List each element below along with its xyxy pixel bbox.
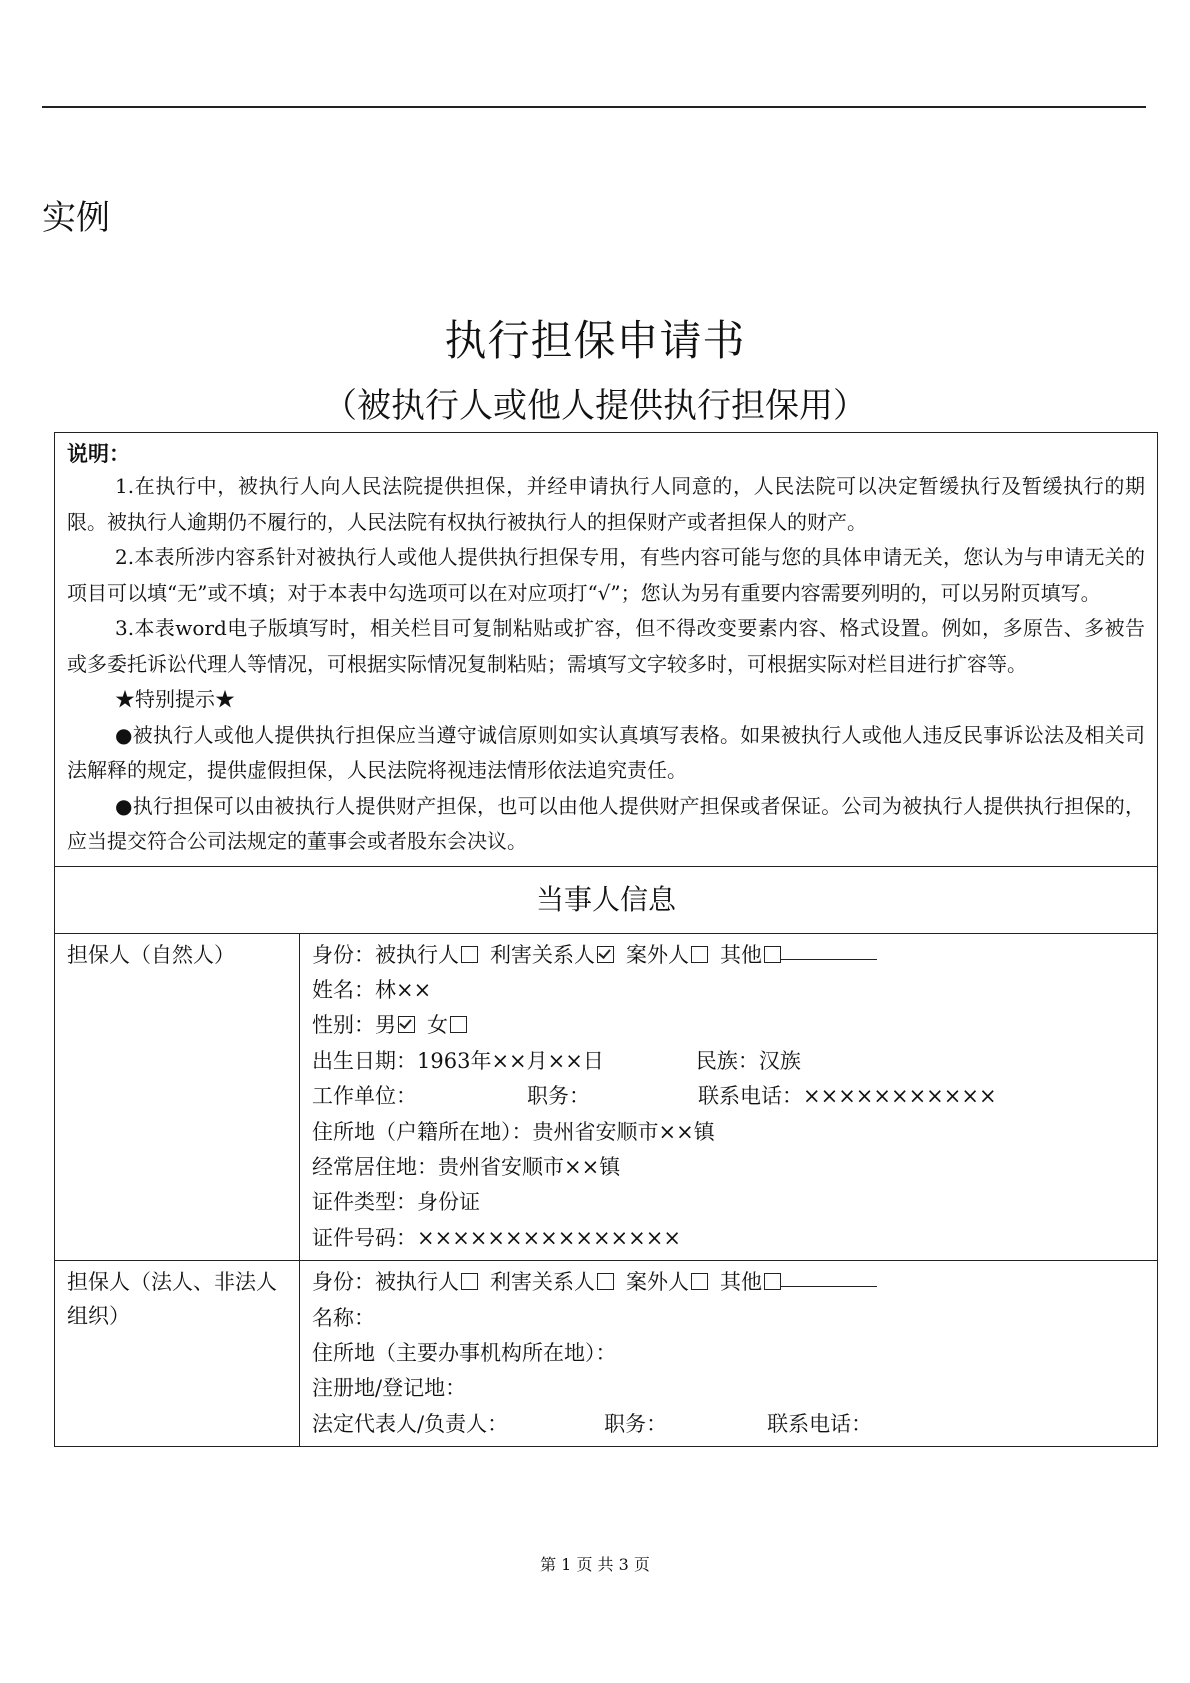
identity-option-label: 被执行人 bbox=[375, 1270, 459, 1295]
identity-option-label: 其他 bbox=[720, 1270, 762, 1295]
id-number-value[interactable]: ××××××××××××××× bbox=[417, 1225, 681, 1250]
residence-line bbox=[312, 1115, 1145, 1150]
habitual-residence-value[interactable]: 贵州省安顺市××镇 bbox=[438, 1154, 621, 1179]
gender-option-label: 女 bbox=[427, 1013, 448, 1038]
gender-option-label: 男 bbox=[375, 1013, 396, 1038]
name-value[interactable]: 林×× bbox=[375, 977, 432, 1002]
representative-label: 法定代表人/负责人： bbox=[312, 1411, 509, 1436]
top-rule bbox=[42, 106, 1146, 108]
identity-checkbox[interactable] bbox=[691, 1273, 708, 1290]
entity-address-label: 住所地（主要办事机构所在地）： bbox=[312, 1340, 617, 1365]
page-footer: 第 1 页 共 3 页 bbox=[540, 1555, 650, 1574]
identity-checkbox[interactable] bbox=[764, 946, 781, 963]
legal-entity-row bbox=[55, 1260, 1157, 1446]
birth-label: 出生日期： bbox=[312, 1048, 417, 1073]
residence-value[interactable]: 贵州省安顺市××镇 bbox=[532, 1119, 715, 1144]
note-item-1: 1.在执行中，被执行人向人民法院提供担保，并经申请执行人同意的，人民法院可以决定暂缓执行及暂缓执行的期限。被执行人逾期仍不履行的，人民法院有权执行被执行人的担保财产或者担保人的财产。 bbox=[67, 474, 1145, 534]
application-form-table bbox=[54, 432, 1158, 1447]
other-blank-line[interactable] bbox=[781, 1285, 877, 1287]
habitual-residence-line bbox=[312, 1150, 1145, 1185]
other-blank-line[interactable] bbox=[781, 958, 877, 960]
note-item-4: ●被执行人或他人提供执行担保应当遵守诚信原则如实认真填写表格。如果被执行人或他人违反民事诉讼法及相关司法解释的规定，提供虚假担保，人民法院将视违法情形依法追究责任。 bbox=[67, 722, 1145, 782]
natural-person-fields bbox=[300, 934, 1157, 1261]
entity-position-label: 职务： bbox=[604, 1411, 668, 1436]
gender-checkbox[interactable] bbox=[450, 1016, 467, 1033]
name-line bbox=[312, 973, 1145, 1008]
name-label: 姓名： bbox=[312, 977, 375, 1002]
note-item-3: 3.本表word电子版填写时，相关栏目可复制粘贴或扩容，但不得改变要素内容、格式设置。例如，多原告、多被告或多委托诉讼代理人等情况，可根据实际情况复制粘贴；需填写文字较多时，可根据实际对栏目进行扩容等。 bbox=[67, 616, 1145, 676]
entity-name-line bbox=[312, 1301, 1145, 1336]
id-number-label: 证件号码： bbox=[312, 1225, 417, 1250]
identity-checkbox[interactable] bbox=[764, 1273, 781, 1290]
id-type-label: 证件类型： bbox=[312, 1190, 417, 1215]
ethnicity-value[interactable]: 汉族 bbox=[758, 1048, 801, 1073]
id-type-value[interactable]: 身份证 bbox=[417, 1190, 480, 1215]
birth-line bbox=[312, 1044, 1145, 1079]
identity-checkbox[interactable] bbox=[597, 1273, 614, 1290]
birth-value[interactable]: 1963年××月××日 bbox=[417, 1048, 604, 1073]
entity-address-line bbox=[312, 1336, 1145, 1371]
note-item-2: 2.本表所涉内容系针对被执行人或他人提供执行担保专用，有些内容可能与您的具体申请无关，您认为与申请无关的项目可以填“无”或不填；对于本表中勾选项可以在对应项打“√”；您认为另有重要内容需要列明的，可以另附页填写。 bbox=[67, 545, 1145, 605]
gender-label: 性别： bbox=[312, 1013, 375, 1038]
identity-option-label: 利害关系人 bbox=[490, 1270, 595, 1295]
phone-value[interactable]: ××××××××××× bbox=[803, 1084, 997, 1109]
identity-option-label: 其他 bbox=[720, 942, 762, 967]
id-type-line bbox=[312, 1185, 1145, 1220]
identity-label: 身份： bbox=[312, 942, 375, 967]
identity-label: 身份： bbox=[312, 1270, 375, 1295]
identity-option-label: 利害关系人 bbox=[490, 942, 595, 967]
entity-identity-line bbox=[312, 1265, 1145, 1300]
natural-person-row bbox=[55, 934, 1157, 1261]
entity-name-label: 名称： bbox=[312, 1305, 375, 1330]
identity-checkbox[interactable] bbox=[597, 946, 614, 963]
identity-option-label: 案外人 bbox=[626, 1270, 689, 1295]
special-notice-heading: ★特别提示★ bbox=[115, 687, 235, 711]
entity-registered-label: 注册地/登记地： bbox=[312, 1376, 467, 1401]
legal-entity-fields bbox=[300, 1261, 1157, 1446]
phone-label: 联系电话： bbox=[698, 1084, 803, 1109]
identity-checkbox[interactable] bbox=[461, 946, 478, 963]
work-label: 工作单位： bbox=[312, 1084, 417, 1109]
identity-line bbox=[312, 938, 1145, 973]
identity-option-label: 案外人 bbox=[626, 942, 689, 967]
notes-heading: 说明： bbox=[67, 441, 130, 466]
id-number-line bbox=[312, 1221, 1145, 1256]
example-label: 实例 bbox=[42, 198, 110, 238]
document-title: 执行担保申请书 bbox=[444, 316, 746, 365]
party-info-header: 当事人信息 bbox=[55, 867, 1157, 934]
habitual-residence-label: 经常居住地： bbox=[312, 1154, 438, 1179]
gender-line bbox=[312, 1008, 1145, 1043]
position-label: 职务： bbox=[527, 1084, 590, 1109]
notes-section bbox=[55, 433, 1157, 867]
legal-entity-label: 担保人（法人、非法人组织） bbox=[55, 1261, 300, 1446]
document-subtitle: （被执行人或他人提供执行担保用） bbox=[323, 386, 867, 426]
residence-label: 住所地（户籍所在地）： bbox=[312, 1119, 533, 1144]
gender-checkbox[interactable] bbox=[398, 1016, 415, 1033]
note-item-5: ●执行担保可以由被执行人提供财产担保，也可以由他人提供财产担保或者保证。公司为被执行人提供执行担保的，应当提交符合公司法规定的董事会或者股东会决议。 bbox=[67, 793, 1145, 853]
work-line bbox=[312, 1079, 1145, 1114]
identity-checkbox[interactable] bbox=[691, 946, 708, 963]
natural-person-label: 担保人（自然人） bbox=[55, 934, 300, 1261]
entity-representative-line bbox=[312, 1407, 1145, 1442]
ethnicity-label: 民族： bbox=[695, 1048, 759, 1073]
identity-option-label: 被执行人 bbox=[375, 942, 459, 967]
entity-registered-line bbox=[312, 1371, 1145, 1406]
identity-checkbox[interactable] bbox=[461, 1273, 478, 1290]
entity-phone-label: 联系电话： bbox=[767, 1411, 873, 1436]
